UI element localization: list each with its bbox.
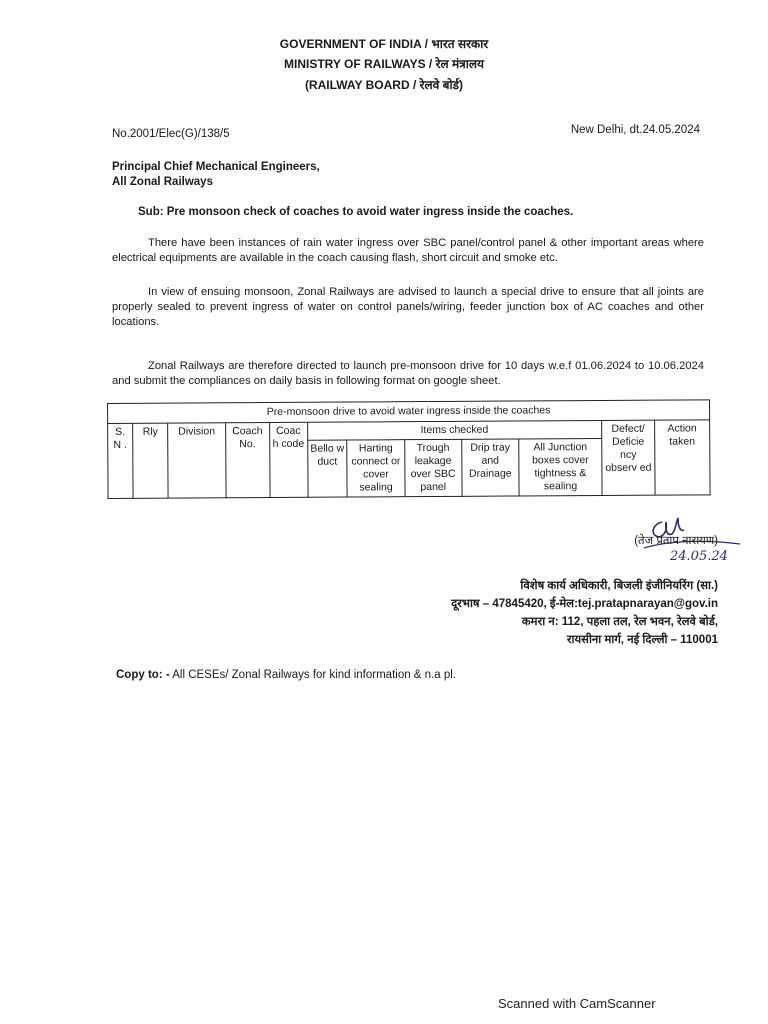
addressee-line-2: All Zonal Railways [112,176,213,188]
col-defect: Defect/ Deficie ncy observ ed [602,420,655,495]
paragraph-2 [112,285,704,330]
paragraph-3 [112,359,704,389]
col-action: Action taken [655,420,711,495]
signatory-name: (तेज प्रताप नारायण) [634,535,718,547]
paragraph-1-text: There have been instances of rain water ingress over SBC panel/control panel & other important areas where electrical equipments are available in the coach causing flash, short circuit and smoke etc. [112,237,704,264]
header-line-government: GOVERNMENT OF INDIA / भारत सरकार [279,37,489,51]
paragraph-1 [112,236,704,266]
col-bellow-duct: Bello w duct [307,440,347,497]
col-group-items-checked: Items checked [307,420,602,440]
header-line-board: (RAILWAY BOARD / रेलवे बोर्ड) [304,78,464,92]
col-rly: Rly [132,423,168,498]
reference-number: No.2001/Elec(G)/138/5 [112,128,230,140]
scanner-watermark: Scanned with CamScanner [498,996,656,1011]
subject-line: Sub: Pre monsoon check of coaches to avoid water ingress inside the coaches. [138,206,574,218]
table-header-row-1 [108,420,710,442]
signatory-address-2: रायसीना मार्ग, नई दिल्ली – 110001 [566,634,718,646]
compliance-format-table [107,399,711,499]
col-junction-boxes: All Junction boxes cover tightness & sealing [519,438,602,496]
col-coach-no: Coach No. [225,423,270,498]
paragraph-3-text: Zonal Railways are therefore directed to launch pre-monsoon drive for 10 days w.e.f 01.06.2024 to 10.06.2024 and submit the compliances on daily basis in following format on google sheet. [112,360,704,387]
addressee-line-1: Principal Chief Mechanical Engineers, [112,161,320,173]
copy-to [116,668,456,683]
copy-to-text: All CESEs/ Zonal Railways for kind information & n.a pl. [172,669,457,681]
signatory-designation: विशेष कार्य अधिकारी, बिजली इंजीनियरिंग (सा.) [520,580,718,592]
header-line-ministry: MINISTRY OF RAILWAYS / रेल मंत्रालय [284,57,484,71]
table-caption: Pre-monsoon drive to avoid water ingress inside the coaches [108,400,710,424]
signatory-address-1: कमरा न: 112, पहला तल, रेल भवन, रेलवे बोर्ड, [521,616,718,628]
signatory-contact: दूरभाष – 47845420, ई-मेल:tej.pratapnarayan@gov.in [451,598,718,610]
signature-date: 24.05.24 [670,549,728,564]
copy-to-label: Copy to: - [116,669,170,681]
col-coach-code: Coac h code [269,422,307,497]
paragraph-2-text: In view of ensuing monsoon, Zonal Railways are advised to launch a special drive to ensure that all joints are properly sealed to prevent ingress of water on control panels/wiring, feeder junction box of AC coaches and other locations. [112,286,704,328]
col-division: Division [168,423,226,498]
col-trough-leakage: Trough leakage over SBC panel [404,439,462,496]
col-sn: S. N . [108,423,133,498]
place-date: New Delhi, dt.24.05.2024 [570,124,700,136]
col-drip-tray: Drip tray and Drainage [462,439,520,496]
col-harting-connector: Harting connect or cover sealing [347,440,405,497]
